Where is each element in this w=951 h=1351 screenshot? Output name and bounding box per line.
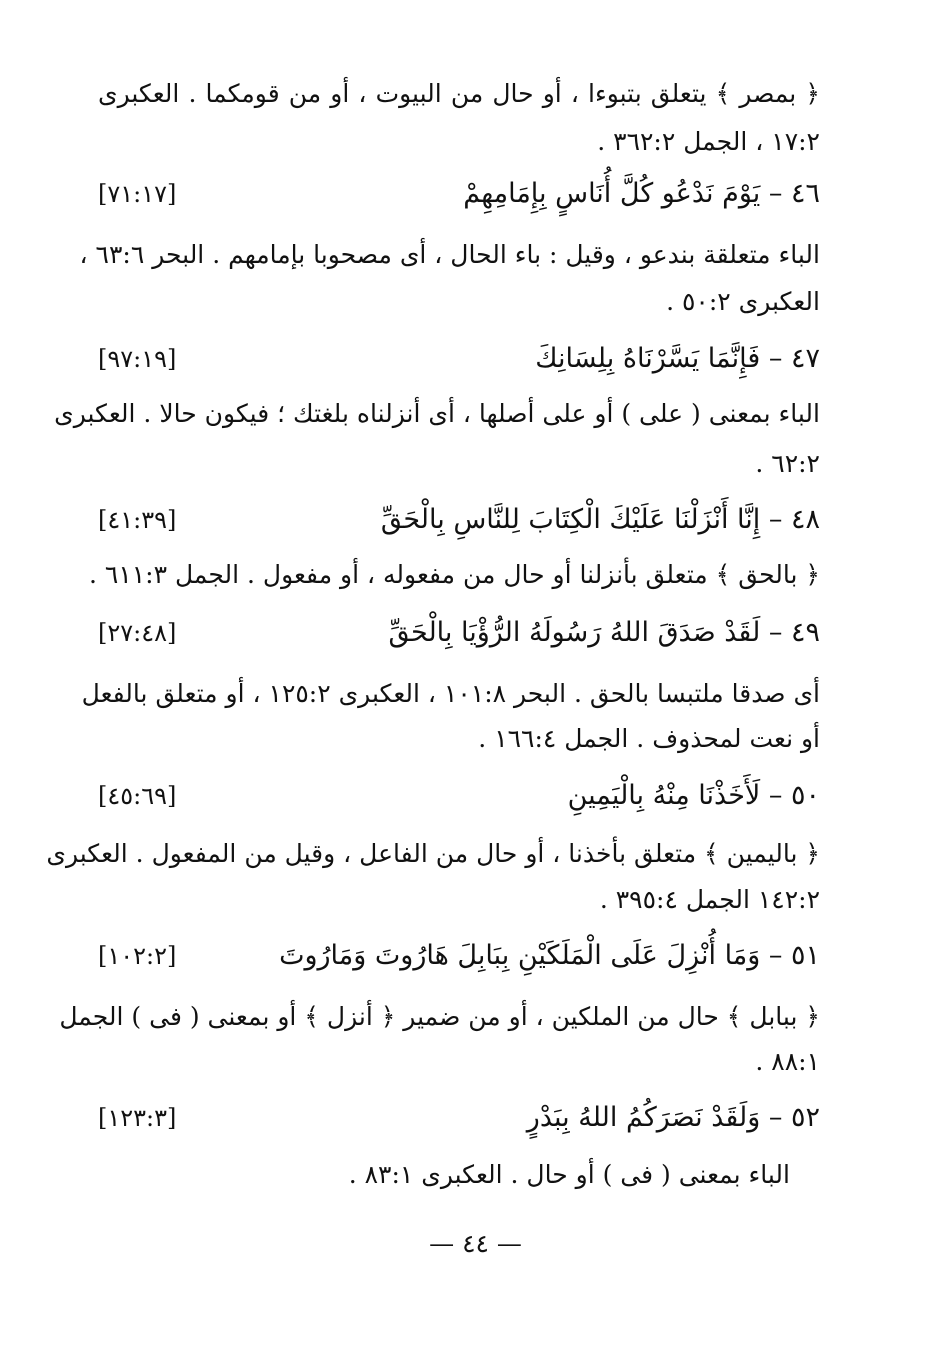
note-line: أى صدقا ملتبسا بالحق . البحر ١٠١:٨ ، العكبرى ١٢٥:٢ ، أو متعلق بالفعل (81, 679, 820, 708)
verse-reference: [٤٥:٦٩] (98, 782, 177, 810)
note-line: ﴿ بالحق ﴾ متعلق بأنزلنا أو حال من مفعوله ، أو مفعول . الجمل ٦١١:٣ . (88, 560, 820, 589)
note-line: ﴿ باليمين ﴾ متعلق بأخذنا ، أو حال من الفاعل ، وقيل من المفعول . العكبرى (46, 839, 820, 868)
verse-47 (535, 339, 820, 379)
verse-text: يَوْمَ نَدْعُو كُلَّ أُنَاسٍ بِإِمَامِهِمْ (463, 178, 761, 209)
note-line: الباء بمعنى ( على ) أو على أصلها ، أى أنزلناه بلغتك ؛ فيكون حالا . العكبرى (54, 399, 820, 428)
note-line: ٦٢:٢ . (755, 449, 820, 478)
verse-number: ٥٢ – (768, 1102, 820, 1133)
verse-reference: [٩٧:١٩] (98, 345, 177, 373)
verse-text: لَأَخَذْنَا مِنْهُ بِالْيَمِينِ (567, 780, 761, 811)
verse-50 (568, 776, 820, 816)
verse-reference: [٤١:٣٩] (98, 506, 177, 534)
verse-48 (381, 500, 820, 540)
note-line: الباء بمعنى ( فى ) أو حال . العكبرى ٨٣:١ . (348, 1160, 790, 1189)
note-line: ٨٨:١ . (755, 1047, 820, 1076)
note-line: أو نعت لمحذوف . الجمل ١٦٦:٤ . (478, 724, 820, 753)
verse-reference: [٢٧:٤٨] (98, 619, 177, 647)
verse-number: ٥١ – (768, 940, 820, 971)
verse-number: ٤٨ – (768, 504, 820, 535)
verse-reference: [١٢٣:٣] (98, 1104, 177, 1132)
note-line: ﴿ بمصر ﴾ يتعلق بتبوءا ، أو حال من البيوت ، أو من قومكما . العكبرى (98, 79, 820, 108)
verse-51 (279, 936, 820, 976)
verse-number: ٤٧ – (768, 343, 820, 374)
verse-reference: [٧١:١٧] (98, 180, 177, 208)
note-line: ١٤٢:٢ الجمل ٣٩٥:٤ . (599, 885, 820, 914)
note-line: الباء متعلقة بندعو ، وقيل : باء الحال ، أى مصحوبا بإمامهم . البحر ٦٣:٦ ، (79, 240, 820, 269)
page-number: — ٤٤ — (429, 1229, 522, 1258)
verse-49 (389, 613, 821, 653)
verse-text: لَقَدْ صَدَقَ اللهُ رَسُولَهُ الرُّؤْيَا بِالْحَقِّ (388, 617, 761, 648)
verse-reference: [١٠٢:٢] (98, 942, 177, 970)
verse-number: ٥٠ – (768, 780, 820, 811)
verse-52 (527, 1098, 820, 1138)
note-line: ١٧:٢ ، الجمل ٣٦٢:٢ . (597, 127, 820, 156)
verse-text: إِنَّا أَنْزَلْنَا عَلَيْكَ الْكِتَابَ لِلنَّاسِ بِالْحَقِّ (380, 504, 761, 535)
note-line: ﴿ ببابل ﴾ حال من الملكين ، أو من ضمير ﴿ أنزل ﴾ أو بمعنى ( فى ) الجمل (59, 1002, 820, 1031)
note-line: العكبرى ٥٠:٢ . (666, 287, 820, 316)
verse-text: وَمَا أُنْزِلَ عَلَى الْمَلَكَيْنِ بِبَابِلَ هَارُوتَ وَمَارُوتَ (279, 940, 761, 971)
verse-text: فَإِنَّمَا يَسَّرْنَاهُ بِلِسَانِكَ (535, 343, 761, 374)
verse-text: وَلَقَدْ نَصَرَكُمُ اللهُ بِبَدْرٍ (526, 1102, 761, 1133)
verse-number: ٤٩ – (768, 617, 820, 648)
verse-number: ٤٦ – (768, 178, 820, 209)
verse-46 (463, 174, 820, 214)
